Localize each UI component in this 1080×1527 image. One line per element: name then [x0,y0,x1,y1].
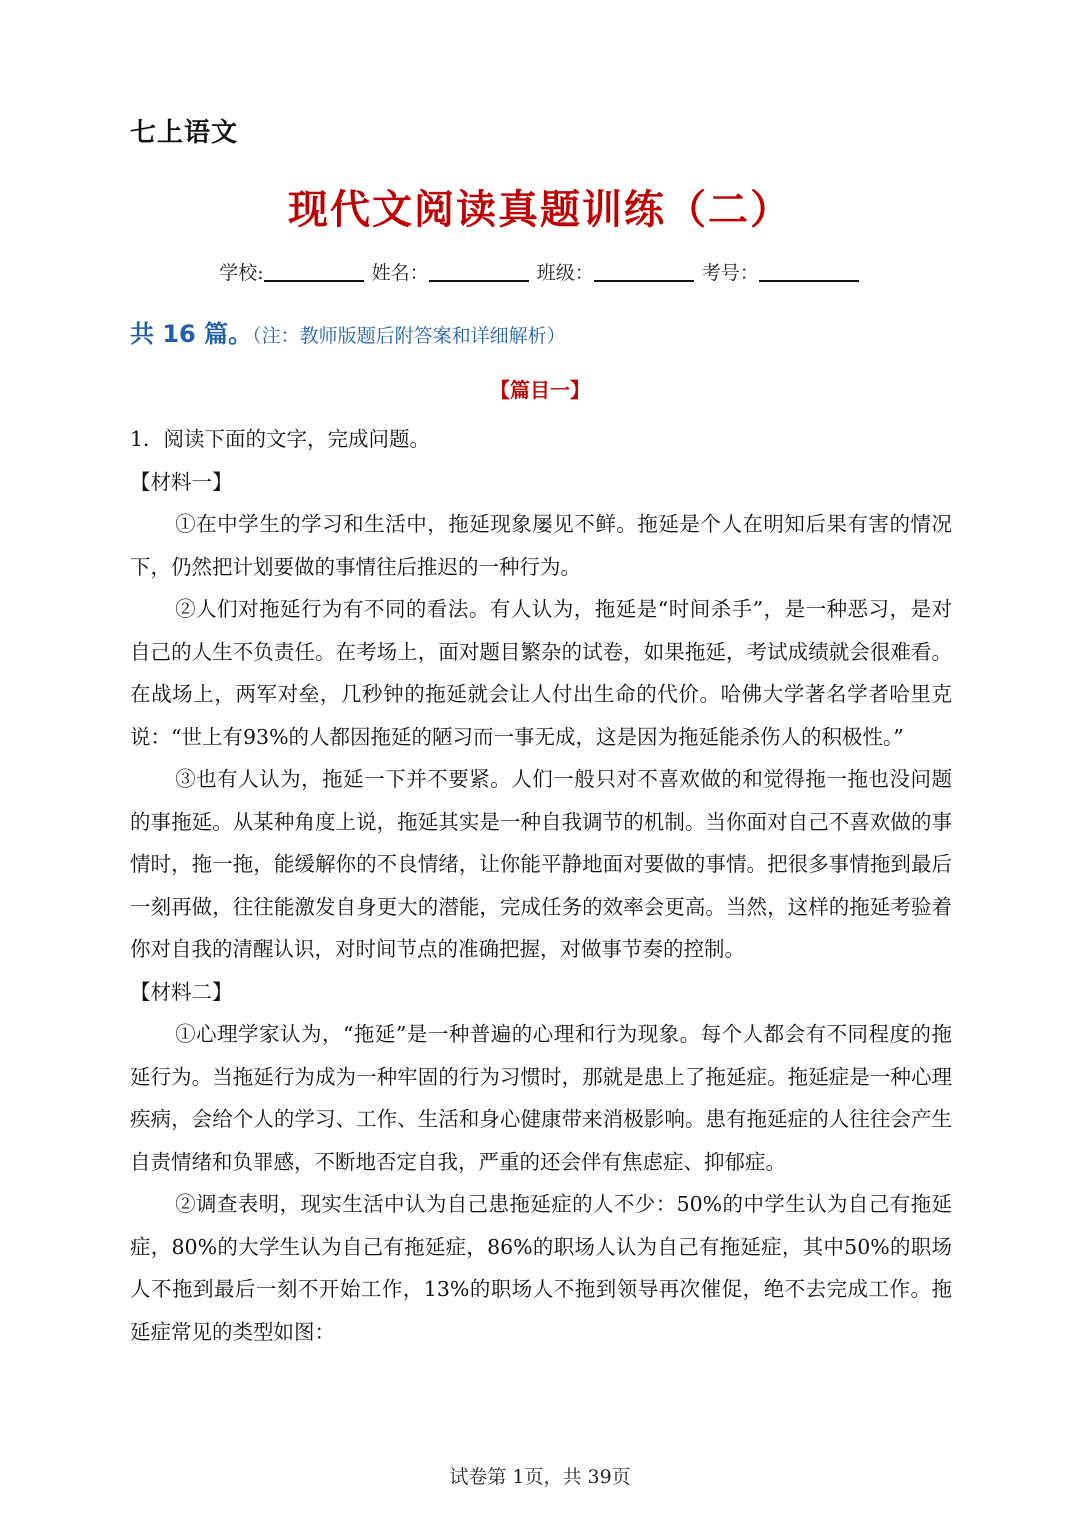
subject-label: 七上语文 [130,118,239,148]
exam-no-blank[interactable] [759,262,859,282]
class-label: 班级： [536,262,594,284]
exam-no-label: 考号： [701,262,759,284]
material-one-paragraph: ③也有人认为，拖延一下并不要紧。人们一般只对不喜欢做的和觉得拖一拖也没问题的事拖延。从某种角度上说，拖延其实是一种自我调节的机制。当你面对自己不喜欢做的事情时，拖一拖，能缓解你的不良情绪，让你能平静地面对要做的事情。把很多事情拖到最后一刻再做，往往能激发自身更大的潜能，完成任务的效率会更高。当然，这样的拖延考验着你对自我的清醒认识，对时间节点的准确把握，对做事节奏的控制。 [130,767,952,961]
student-info-row [0,258,1080,285]
material-two-label: 【材料二】 [130,979,233,1004]
class-blank[interactable] [594,262,694,282]
material-one-paragraph: ①在中学生的学习和生活中，拖延现象屡见不鲜。拖延是个人在明知后果有害的情况下，仍然把计划要做的事情往后推迟的一种行为。 [130,512,952,579]
article-count: 共 16 篇。 [130,320,253,348]
material-one-label: 【材料一】 [130,469,233,494]
page-footer: 试卷第 1页，共 39页 [449,1466,631,1488]
page-title: 现代文阅读真题训练（二） [288,186,792,233]
reading-passage [130,418,952,1353]
article-count-line [130,314,566,349]
material-two-paragraph: ②调查表明，现实生活中认为自己患拖延症的人不少：50%的中学生认为自己有拖延症，80%的大学生认为自己有拖延症，86%的职场人认为自己有拖延症，其中50%的职场人不拖到最后一刻不开始工作，13%的职场人不拖到领导再次催促，绝不去完成工作。拖延症常见的类型如图： [130,1192,952,1344]
school-blank[interactable] [264,262,364,282]
material-two-paragraph: ①心理学家认为，“拖延”是一种普遍的心理和行为现象。每个人都会有不同程度的拖延行为。当拖延行为成为一种牢固的行为习惯时，那就是患上了拖延症。拖延症是一种心理疾病，会给个人的学习、工作、生活和身心健康带来消极影响。患有拖延症的人往往会产生自责情绪和负罪感，不断地否定自我，严重的还会伴有焦虑症、抑郁症。 [130,1022,952,1174]
teacher-edition-note: （注：教师版题后附答案和详细解析） [252,325,566,347]
name-label: 姓名： [371,262,429,284]
school-label: 学校: [219,262,264,284]
material-one-paragraph: ②人们对拖延行为有不同的看法。有人认为，拖延是“时间杀手”，是一种恶习，是对自己的人生不负责任。在考场上，面对题目繁杂的试卷，如果拖延，考试成绩就会很难看。在战场上，两军对垒，几秒钟的拖延就会让人付出生命的代价。哈佛大学著名学者哈里克说：“世上有93%的人都因拖延的陋习而一事无成，这是因为拖延能杀伤人的积极性。” [130,597,952,749]
section-title: 【篇目一】 [490,378,590,402]
name-blank[interactable] [429,262,529,282]
question-prompt: 1．阅读下面的文字，完成问题。 [130,427,431,451]
